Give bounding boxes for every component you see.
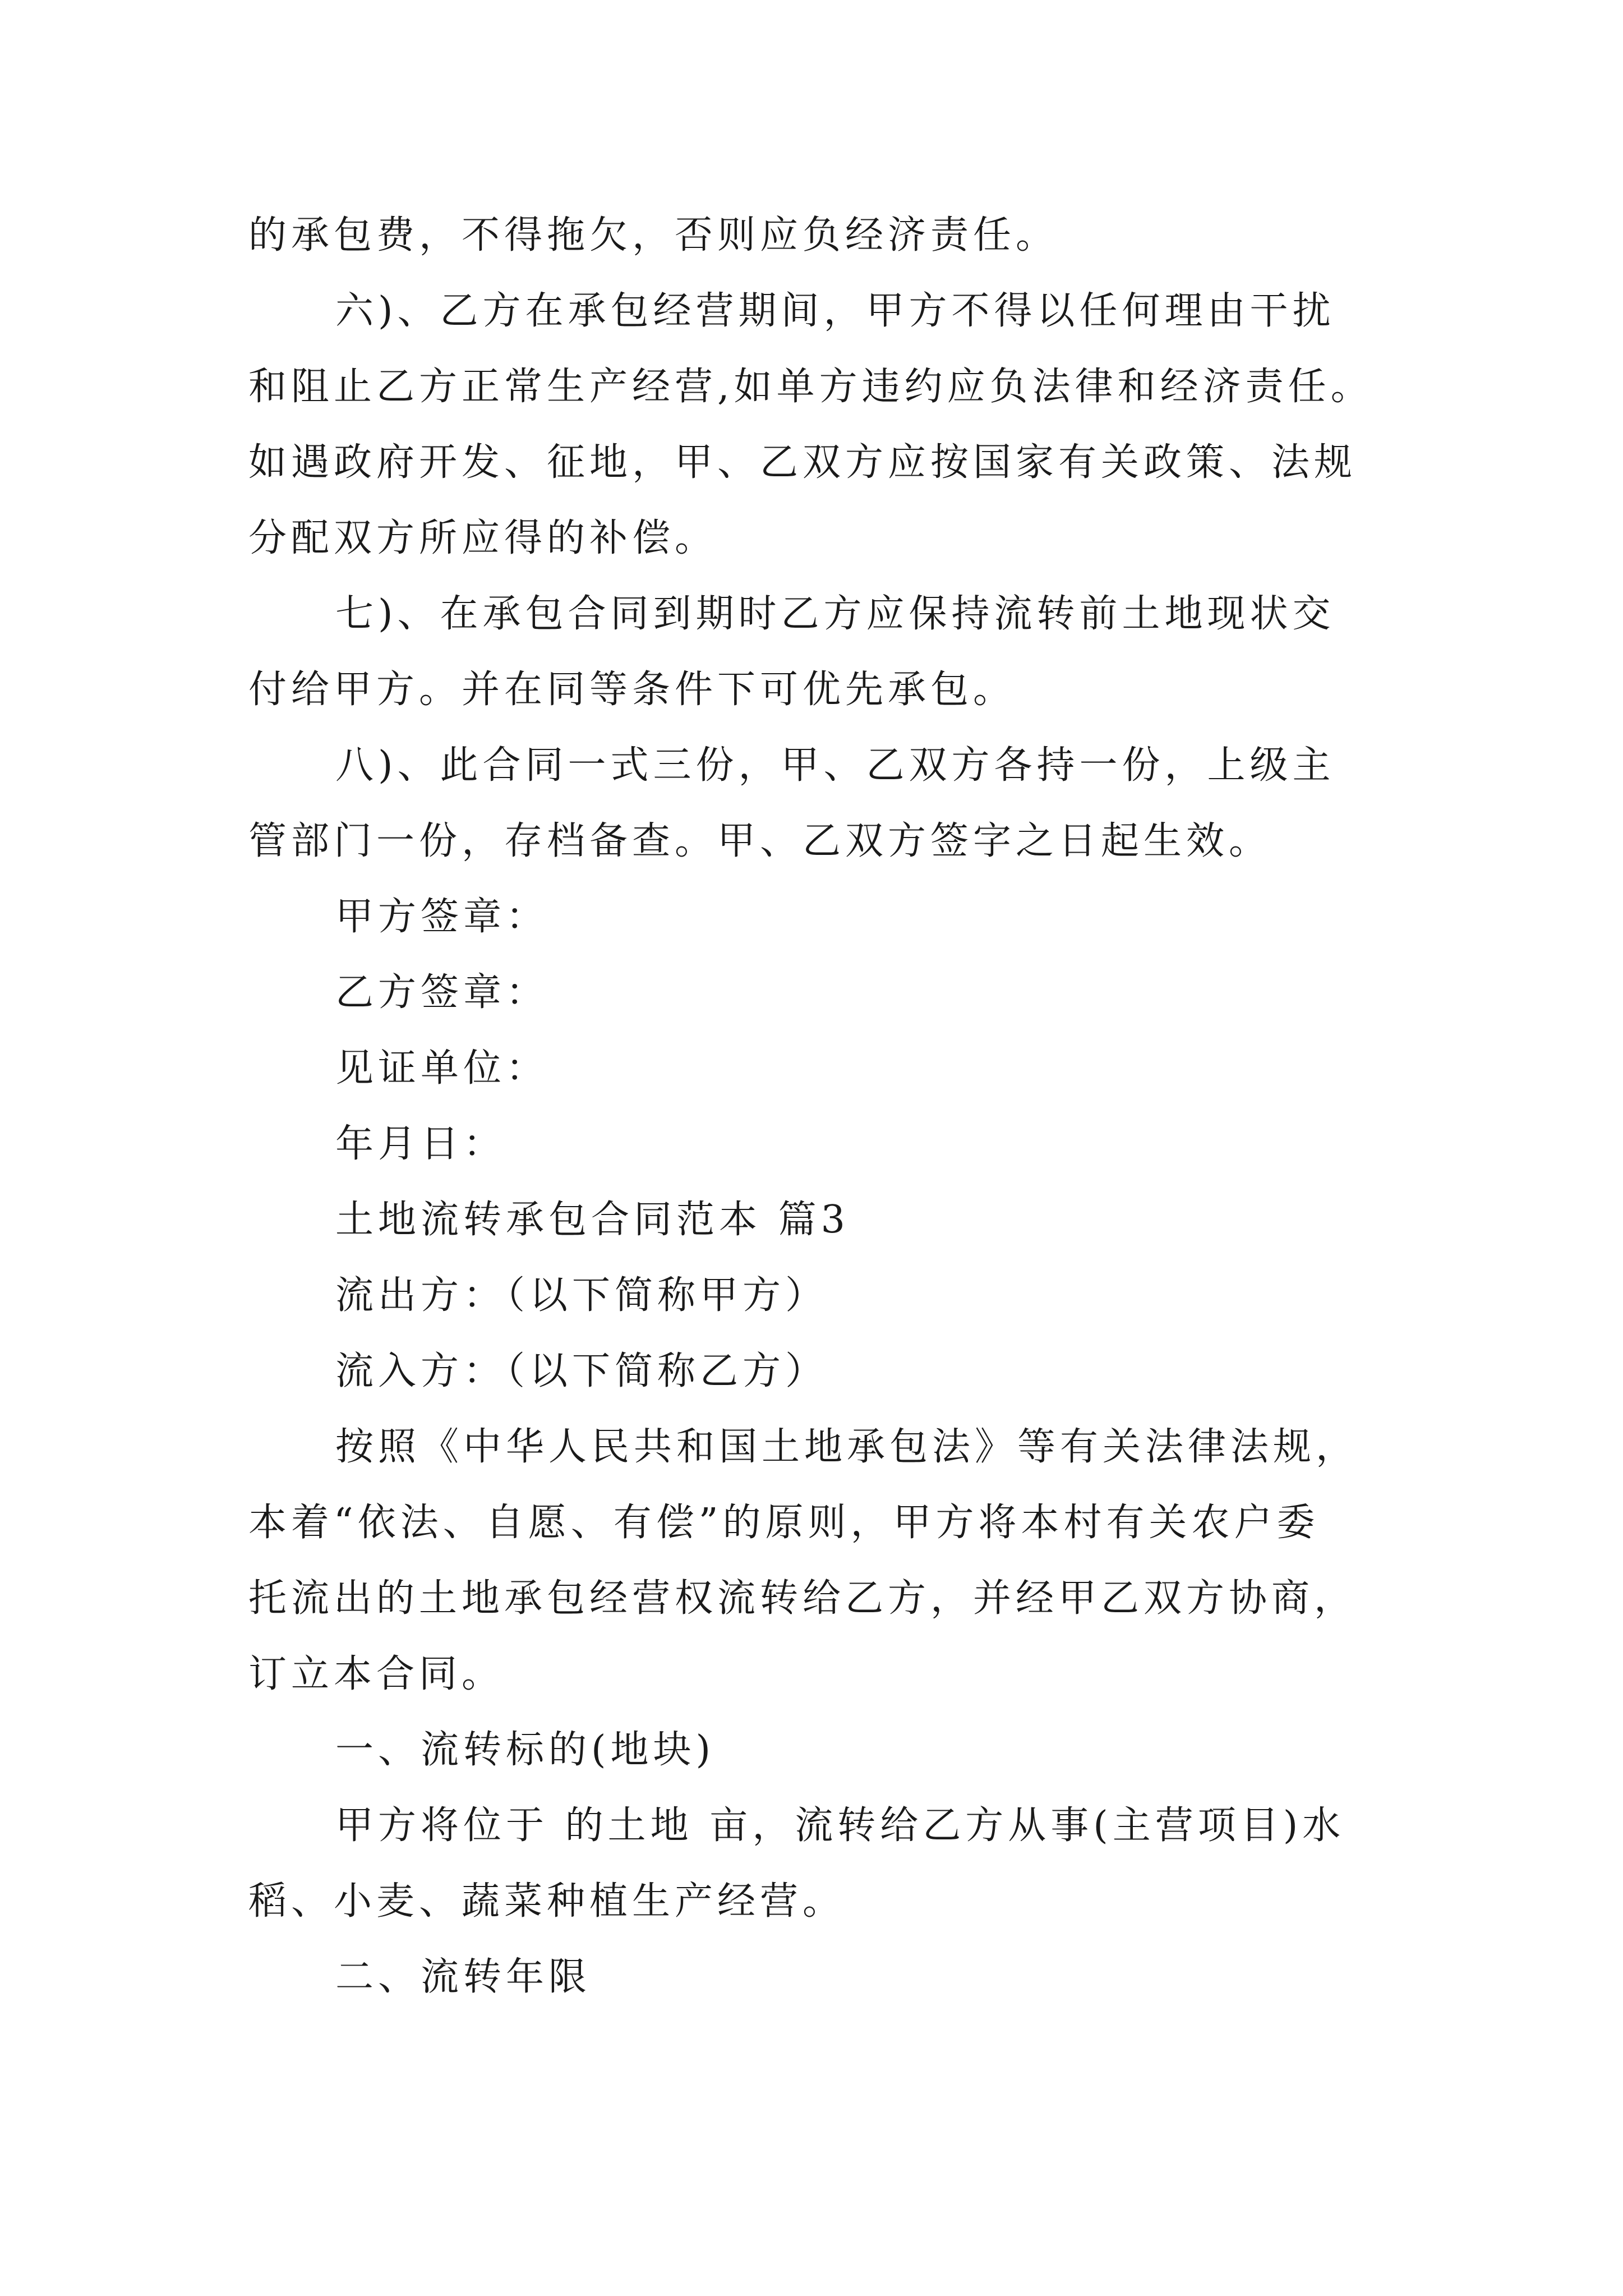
date-label: 年月日： — [335, 1122, 506, 1166]
paragraph-line: 和阻止乙方正常生产经营,如单方违约应负法律和经济责任。 — [248, 365, 1373, 409]
paragraph-line: 本着“依法、自愿、有偿”的原则，甲方将本村有关农户委 — [248, 1501, 1320, 1545]
clause-heading: 二、流转年限 — [335, 1955, 592, 1999]
paragraph-line: 托流出的土地承包经营权流转给乙方，并经甲乙双方协商， — [248, 1576, 1357, 1621]
section-title: 土地流转承包合同范本 篇3 — [335, 1198, 850, 1242]
paragraph-line: 甲方将位于 的土地 亩，流转给乙方从事(主营项目)水 — [335, 1803, 1345, 1848]
paragraph-line: 按照《中华人民共和国土地承包法》等有关法律法规， — [335, 1425, 1359, 1469]
paragraph-line: 八)、此合同一式三份，甲、乙双方各持一份，上级主 — [335, 743, 1335, 788]
paragraph-line: 稻、小麦、蔬菜种植生产经营。 — [248, 1879, 846, 1924]
paragraph-line: 六)、乙方在承包经营期间，甲方不得以任何理由干扰 — [335, 289, 1335, 333]
party-outflow-label: 流出方：（以下简称甲方） — [335, 1273, 828, 1318]
paragraph-line: 分配双方所应得的补偿。 — [248, 516, 718, 560]
paragraph-line: 管部门一份，存档备查。甲、乙双方签字之日起生效。 — [248, 819, 1272, 863]
paragraph-line: 如遇政府开发、征地，甲、乙双方应按国家有关政策、法规 — [248, 440, 1357, 485]
paragraph-line: 付给甲方。并在同等条件下可优先承包。 — [248, 668, 1016, 712]
paragraph-line: 七)、在承包合同到期时乙方应保持流转前土地现状交 — [335, 592, 1335, 636]
party-inflow-label: 流入方：（以下简称乙方） — [335, 1349, 828, 1393]
clause-heading: 一、流转标的(地块) — [335, 1728, 716, 1772]
paragraph-line: 的承包费，不得拖欠，否则应负经济责任。 — [248, 213, 1059, 257]
witness-label: 见证单位： — [335, 1046, 549, 1091]
signature-label-party-a: 甲方签章： — [335, 895, 549, 939]
signature-label-party-b: 乙方签章： — [335, 970, 549, 1015]
paragraph-line: 订立本合同。 — [248, 1652, 505, 1696]
